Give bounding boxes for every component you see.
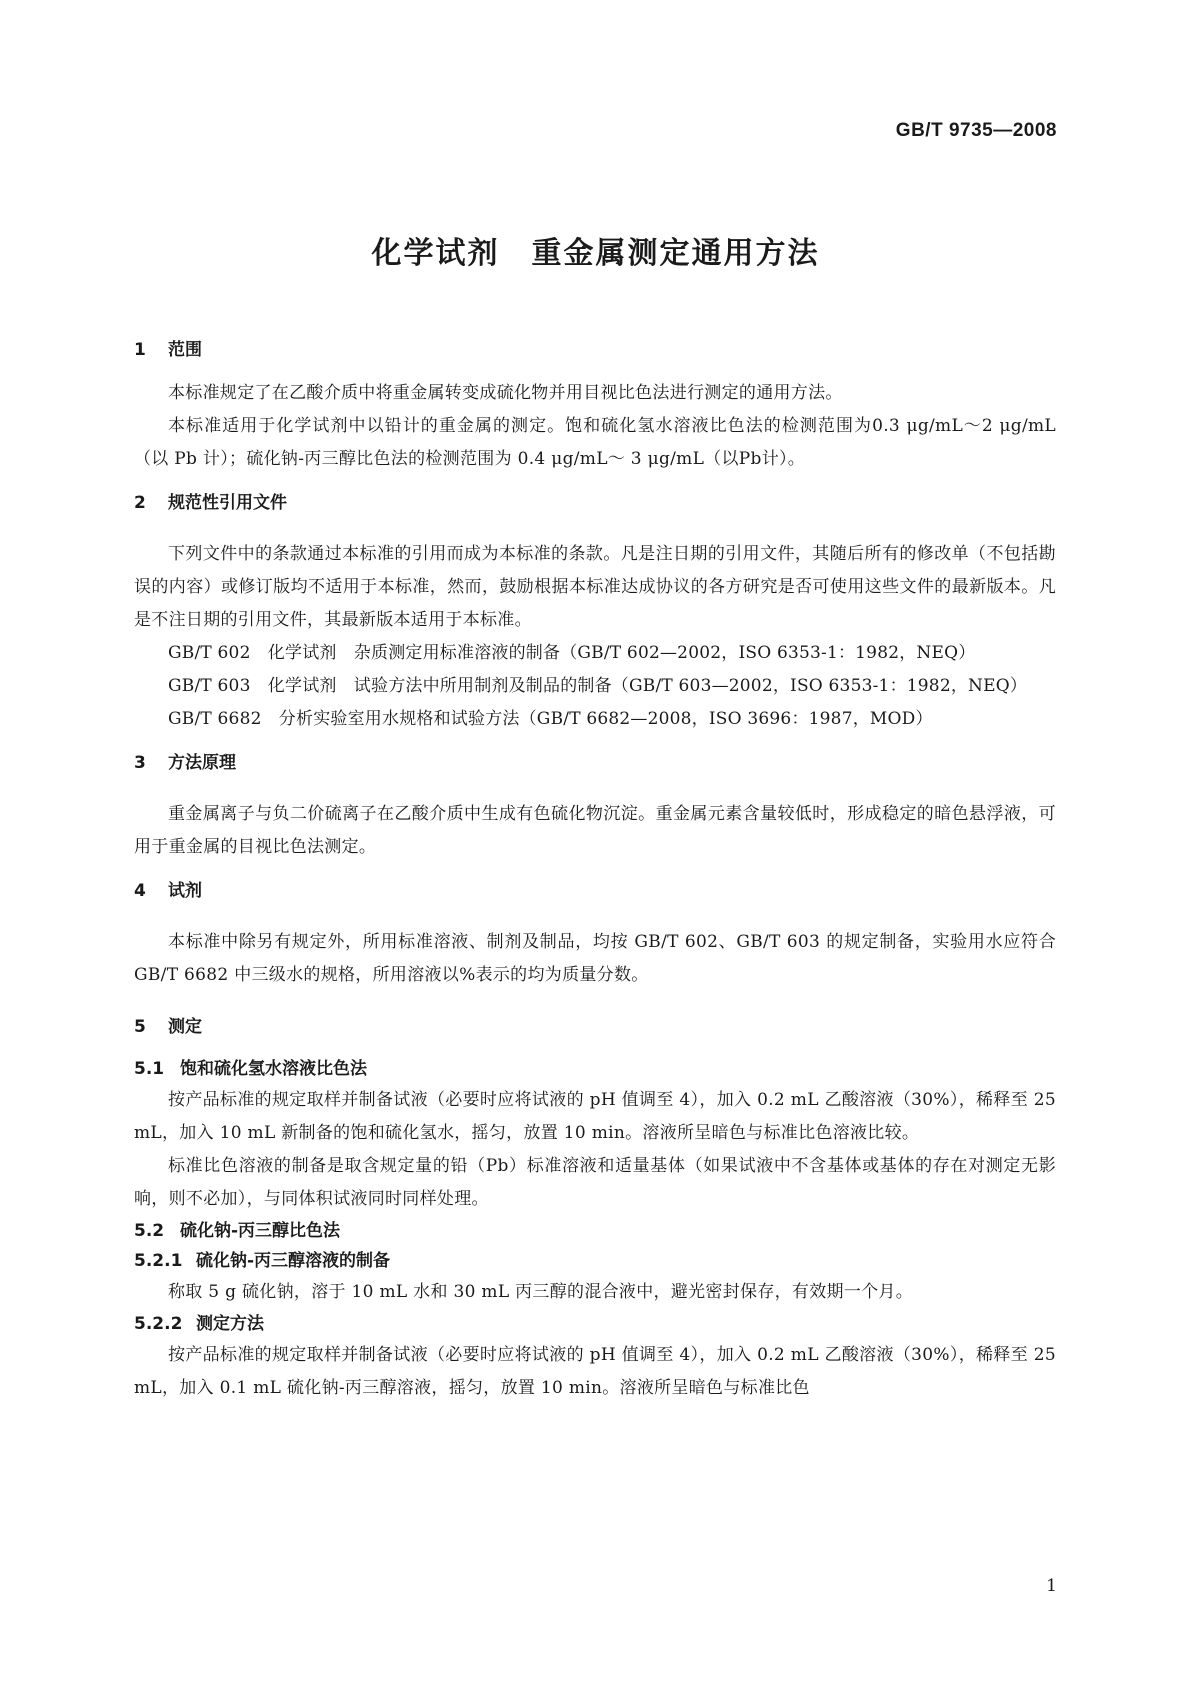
section-number: 5.2.1 [134,1251,183,1271]
section-number: 2 [134,493,146,513]
subsection-5-1-heading [134,1054,1056,1084]
section-title: 试剂 [168,881,202,901]
section-number: 5.2 [134,1221,165,1241]
section-number: 5.1 [134,1059,165,1079]
section-title: 测定方法 [196,1314,264,1334]
section-2-heading [134,488,1056,518]
paragraph: 本标准中除另有规定外，所用标准溶液、制剂及制品，均按 GB/T 602、GB/T 603 的规定制备，实验用水应符合 GB/T 6682 中三级水的规格，所用溶液以%表示的均为质量分数。 [134,932,1056,985]
normative-reference: GB/T 603 化学试剂 试验方法中所用制剂及制品的制备（GB/T 603—2002，ISO 6353-1：1982，NEQ） [168,676,1028,696]
section-number: 3 [134,753,146,773]
paragraph: 下列文件中的条款通过本标准的引用而成为本标准的条款。凡是注日期的引用文件，其随后所有的修改单（不包括勘误的内容）或修订版均不适用于本标准，然而，鼓励根据本标准达成协议的各方研究是否可使用这些文件的最新版本。凡是不注日期的引用文件，其最新版本适用于本标准。 [134,544,1056,630]
paragraph: 本标准规定了在乙酸介质中将重金属转变成硫化物并用目视比色法进行测定的通用方法。 [168,383,843,403]
section-title: 测定 [168,1017,202,1037]
section-title: 范围 [168,340,202,360]
section-number: 5 [134,1017,146,1037]
section-3-heading [134,748,1056,778]
section-4-heading [134,876,1056,906]
paragraph: 标准比色溶液的制备是取含规定量的铅（Pb）标准溶液和适量基体（如果试液中不含基体或基体的存在对测定无影响，则不必加），与同体积试液同时同样处理。 [134,1156,1056,1209]
section-number: 5.2.2 [134,1314,183,1334]
section-title: 硫化钠-丙三醇比色法 [180,1221,341,1241]
normative-reference: GB/T 602 化学试剂 杂质测定用标准溶液的制备（GB/T 602—2002，ISO 6353-1：1982，NEQ） [168,643,976,663]
standard-code: GB/T 9735—2008 [895,120,1057,141]
subsection-5-2-1-heading [134,1246,1056,1276]
subsection-5-2-2-heading [134,1309,1056,1339]
page-number: 1 [1046,1576,1057,1596]
subsection-5-2-heading [134,1216,1056,1246]
section-1-heading [134,335,1056,365]
section-title: 规范性引用文件 [168,493,287,513]
document-body [134,335,1056,1405]
paragraph: 按产品标准的规定取样并制备试液（必要时应将试液的 pH 值调至 4），加入 0.2 mL 乙酸溶液（30%），稀释至 25 mL，加入 0.1 mL 硫化钠-丙三醇溶液，摇匀，放置 10 min。溶液所呈暗色与标准比色 [134,1345,1056,1398]
paragraph: 本标准适用于化学试剂中以铅计的重金属的测定。饱和硫化氢水溶液比色法的检测范围为0.3 μg/mL～2 μg/mL（以 Pb 计）；硫化钠-丙三醇比色法的检测范围为 0.4 μg/mL～ 3 μg/mL（以Pb计）。 [134,416,1056,469]
paragraph: 按产品标准的规定取样并制备试液（必要时应将试液的 pH 值调至 4），加入 0.2 mL 乙酸溶液（30%），稀释至 25 mL，加入 10 mL 新制备的饱和硫化氢水，摇匀，放置 10 min。溶液所呈暗色与标准比色溶液比较。 [134,1090,1056,1143]
paragraph: 称取 5 g 硫化钠，溶于 10 mL 水和 30 mL 丙三醇的混合液中，避光密封保存，有效期一个月。 [168,1282,914,1302]
section-title: 硫化钠-丙三醇溶液的制备 [196,1251,391,1271]
section-title: 方法原理 [168,753,236,773]
section-title: 饱和硫化氢水溶液比色法 [180,1059,367,1079]
normative-reference: GB/T 6682 分析实验室用水规格和试验方法（GB/T 6682—2008，ISO 3696：1987，MOD） [168,709,933,729]
section-number: 1 [134,340,146,360]
section-5-heading [134,1012,1056,1042]
section-number: 4 [134,881,146,901]
document-title: 化学试剂 重金属测定通用方法 [371,236,820,271]
paragraph: 重金属离子与负二价硫离子在乙酸介质中生成有色硫化物沉淀。重金属元素含量较低时，形成稳定的暗色悬浮液，可用于重金属的目视比色法测定。 [134,804,1056,857]
